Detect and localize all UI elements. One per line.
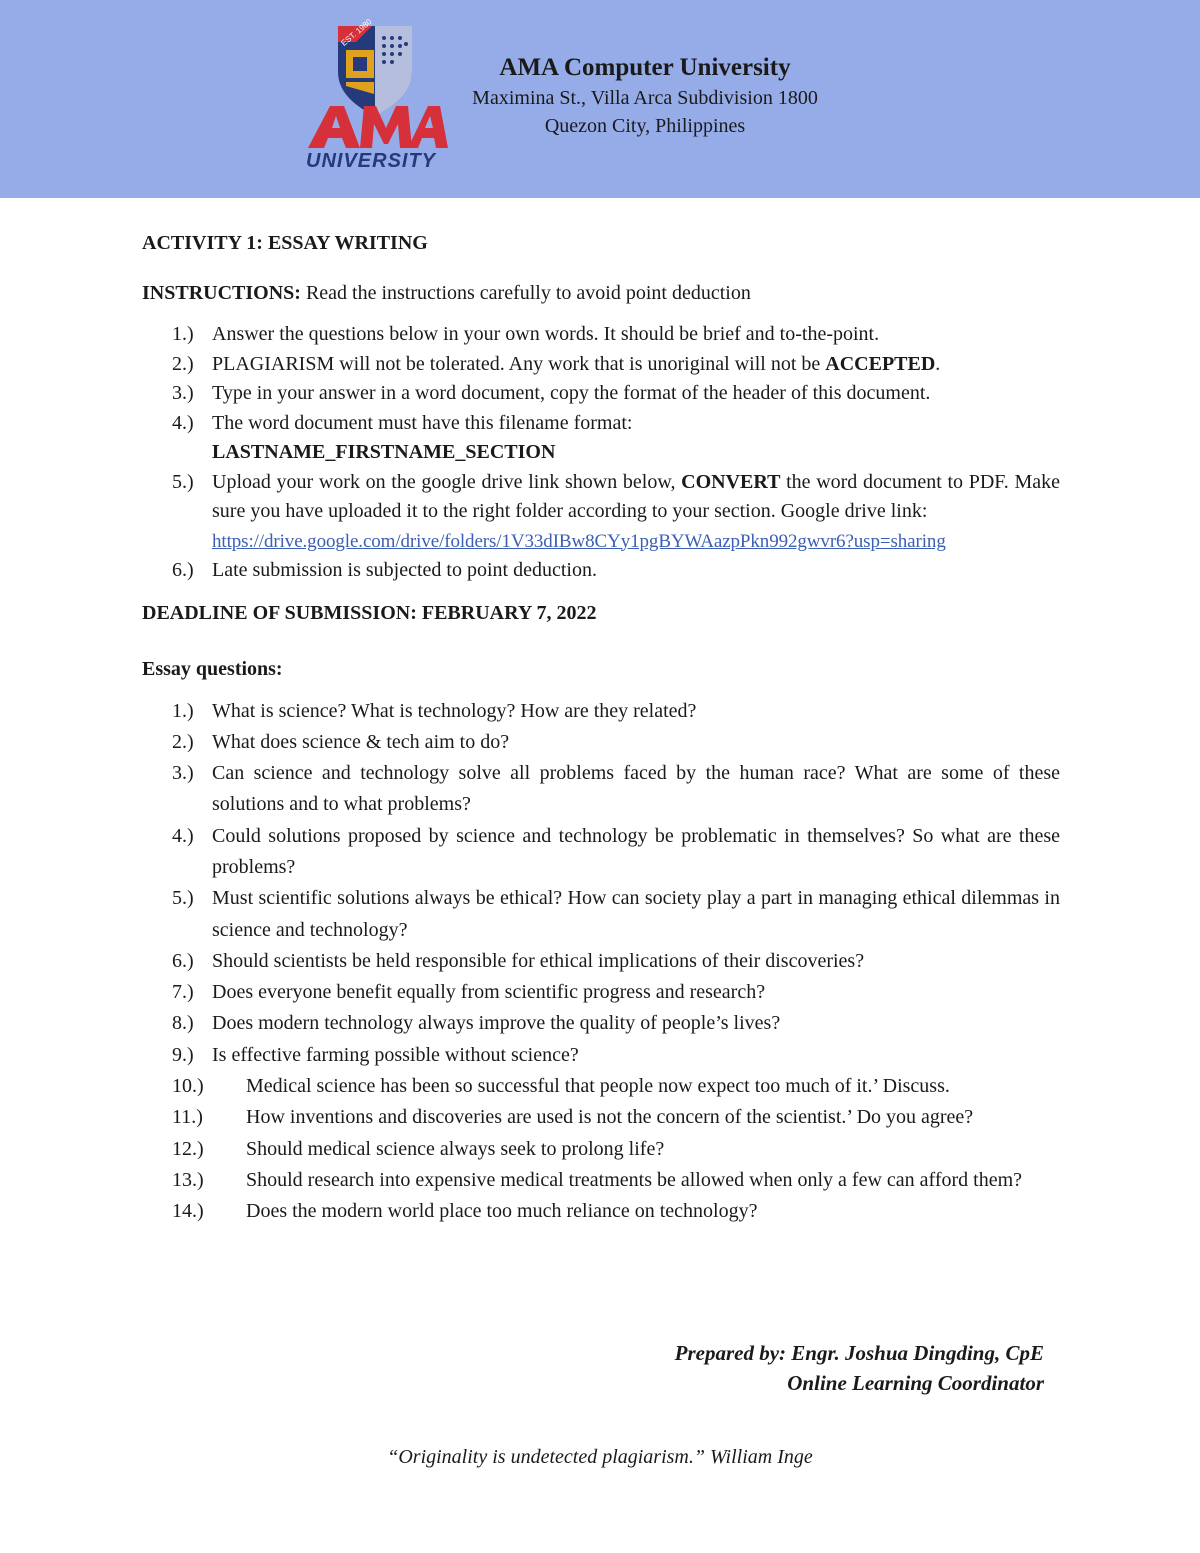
prepared-by-block <box>675 1338 1044 1398</box>
instructions-text: Read the instructions carefully to avoid point deduction <box>305 282 751 304</box>
item-text: Answer the questions below in your own words. It should be brief and to-the-point. <box>212 323 880 345</box>
item-number: 2.) <box>172 352 194 375</box>
question-number: 7.) <box>172 981 194 1004</box>
item-text: Late submission is subjected to point deduction. <box>212 559 597 581</box>
question-text: Does the modern world place too much reliance on technology? <box>246 1200 758 1223</box>
question-number: 9.) <box>172 1043 194 1066</box>
question-text: What is science? What is technology? How are they related? <box>212 699 697 722</box>
question-text: Does modern technology always improve the quality of people’s lives? <box>212 1012 781 1035</box>
item-emphasis: ACCEPTED <box>825 352 936 375</box>
footer-quote: “Originality is undetected plagiarism.” William Inge <box>387 1446 813 1468</box>
essay-question <box>142 946 1060 977</box>
question-text: Should medical science always seek to prolong life? <box>246 1137 665 1160</box>
item-number: 4.) <box>172 411 194 434</box>
question-text: Must scientific solutions always be ethical? How can society play a part in managing ethical dilemmas in science and technology? <box>212 887 1060 941</box>
question-number: 11.) <box>172 1106 203 1129</box>
filename-format: LASTNAME_FIRSTNAME_SECTION <box>212 441 556 463</box>
question-text: How inventions and discoveries are used is not the concern of the scientist.’ Do you agree? <box>246 1106 974 1129</box>
question-number: 1.) <box>172 699 194 722</box>
question-number: 13.) <box>172 1168 204 1191</box>
question-number: 3.) <box>172 762 194 785</box>
item-text-end: . <box>935 352 941 375</box>
essay-question <box>142 1071 1060 1102</box>
question-text: Should research into expensive medical treatments be allowed when only a few can afford them? <box>246 1168 1023 1191</box>
instructions-label: INSTRUCTIONS: <box>142 282 301 304</box>
question-text: Should scientists be held responsible for ethical implications of their discoveries? <box>212 949 865 972</box>
document-body <box>142 228 1060 1228</box>
essay-question <box>142 1008 1060 1039</box>
essay-question <box>142 696 1060 727</box>
essay-heading: Essay questions: <box>142 657 283 680</box>
instruction-item <box>142 350 1060 380</box>
essay-question <box>142 883 1060 946</box>
item-number: 6.) <box>172 559 194 581</box>
question-number: 4.) <box>172 824 194 847</box>
instruction-item <box>142 379 1060 409</box>
question-text: Does everyone benefit equally from scientific progress and research? <box>212 981 766 1004</box>
item-number: 5.) <box>172 470 194 493</box>
question-number: 5.) <box>172 887 194 910</box>
essay-question <box>142 1196 1060 1227</box>
university-info <box>390 52 900 140</box>
essay-question <box>142 1165 1060 1196</box>
item-text-end: the word document to PDF. Make sure you have uploaded it to the right folder according to your section. Google drive link: <box>212 470 1060 522</box>
activity-title: ACTIVITY 1: ESSAY WRITING <box>142 232 428 254</box>
item-number: 1.) <box>172 323 194 345</box>
essay-question <box>142 1134 1060 1165</box>
item-text: Type in your answer in a word document, copy the format of the header of this document. <box>212 382 931 404</box>
question-text: Could solutions proposed by science and technology be problematic in themselves? So what are these problems? <box>212 824 1060 878</box>
prepared-role: Online Learning Coordinator <box>787 1371 1044 1395</box>
item-emphasis: CONVERT <box>681 470 781 493</box>
instruction-item <box>142 320 1060 350</box>
question-text: What does science & tech aim to do? <box>212 730 510 753</box>
question-number: 10.) <box>172 1075 204 1098</box>
essay-question <box>142 727 1060 758</box>
question-number: 6.) <box>172 949 194 972</box>
logo-badge: EST. 1980 <box>339 17 374 48</box>
question-text: Medical science has been so successful that people now expect too much of it.’ Discuss. <box>246 1075 950 1098</box>
question-text: Is effective farming possible without science? <box>212 1043 579 1066</box>
instructions-intro <box>142 278 1060 308</box>
essay-question <box>142 758 1060 821</box>
question-number: 12.) <box>172 1137 204 1160</box>
instruction-item <box>142 556 1060 586</box>
prepared-by: Prepared by: Engr. Joshua Dingding, CpE <box>674 1341 1044 1365</box>
essay-question <box>142 1040 1060 1071</box>
document-header <box>0 0 1200 198</box>
logo-subtext: UNIVERSITY <box>306 150 437 172</box>
item-number: 3.) <box>172 382 194 404</box>
item-text: PLAGIARISM will not be tolerated. Any work that is unoriginal will not be <box>212 352 826 375</box>
address-line-1: Maximina St., Villa Arca Subdivision 1800 <box>472 87 818 109</box>
question-number: 14.) <box>172 1200 204 1223</box>
instructions-list <box>142 320 1060 586</box>
question-text: Can science and technology solve all problems faced by the human race? What are some of these solutions and to what problems? <box>212 762 1060 816</box>
item-text: The word document must have this filename format: <box>212 411 633 434</box>
university-name: AMA Computer University <box>499 54 791 81</box>
instruction-item <box>142 409 1060 468</box>
essay-questions-list <box>142 696 1060 1228</box>
deadline: DEADLINE OF SUBMISSION: FEBRUARY 7, 2022 <box>142 601 597 624</box>
address-line-2: Quezon City, Philippines <box>544 115 746 137</box>
essay-question <box>142 977 1060 1008</box>
essay-question <box>142 821 1060 884</box>
question-number: 8.) <box>172 1012 194 1035</box>
item-text: Upload your work on the google drive link shown below, <box>212 470 682 493</box>
question-number: 2.) <box>172 730 194 753</box>
instruction-item <box>142 468 1060 557</box>
essay-question <box>142 1102 1060 1133</box>
google-drive-link[interactable]: https://drive.google.com/drive/folders/1V33dIBw8CYy1pgBYWAazpPkn992gwvr6?usp=sharing <box>212 530 946 552</box>
